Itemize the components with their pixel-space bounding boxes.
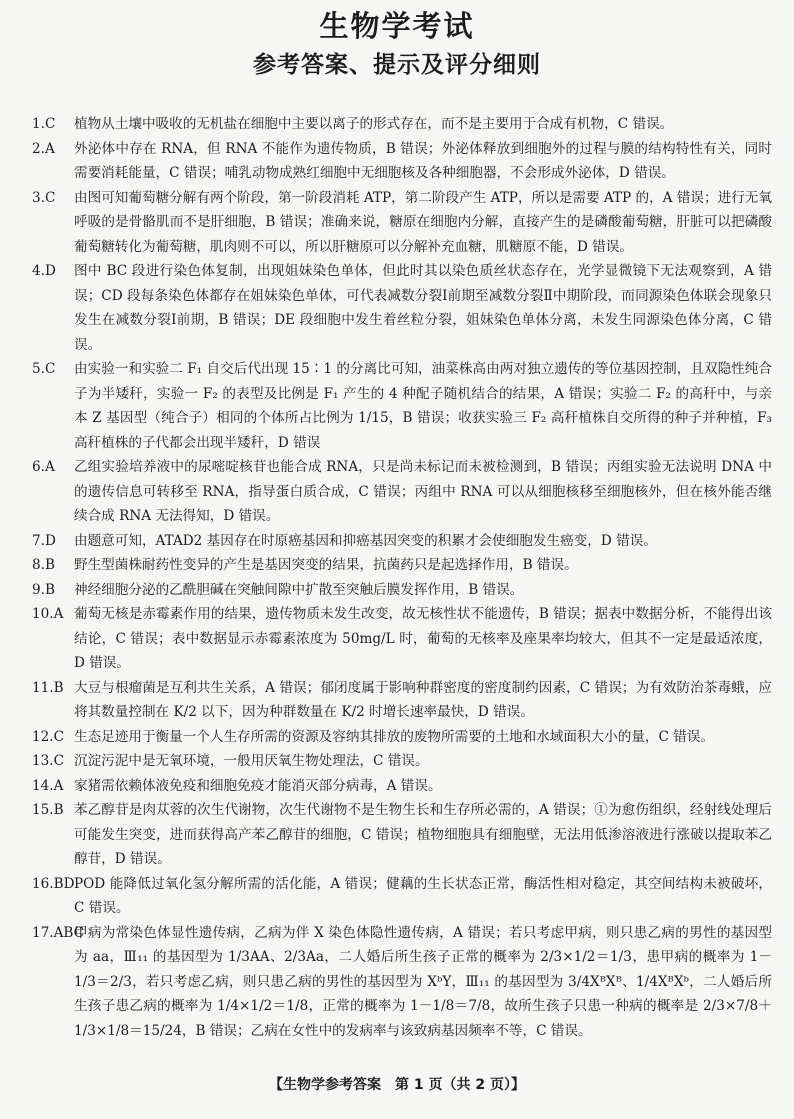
- answer-explanation: 家猪需依赖体液免疫和细胞免疫才能消灭部分病毒，A 错误。: [74, 777, 442, 794]
- page-subtitle: 参考答案、提示及评分细则: [253, 52, 541, 78]
- answer-item-12: [32, 725, 772, 750]
- answer-number: 13.C: [32, 753, 65, 769]
- answer-explanation: 由实验一和实验二 F₁ 自交后代出现 15∶1 的分离比可知，油菜株高由两对独立遗传的等位基因控制，且双隐性纯合子为半矮秆，实验一 F₂ 的表型及比例是 F₁ 产生的 4 种配子随机结合的结果，A 错误；实验二 F₂ 的高秆中，与亲本 Z 基因型（纯合子）相同的个体所占比例为 1/15，B 错误；收获实验三 F₂ 高秆植株自交所得的种子并种植，F₃ 高秆植株的子代都会出现半矮秆，D 错误: [74, 361, 772, 451]
- answer-explanation: POD 能降低过氧化氢分解所需的活化能，A 错误；健藕的生长状态正常，酶活性相对稳定，其空间结构未被破坏，C 错误。: [74, 875, 772, 916]
- answer-explanation: 生态足迹用于衡量一个人生存所需的资源及容纳其排放的废物所需要的土地和水域面积大小的量，C 错误。: [74, 728, 715, 745]
- answer-number: 4.D: [32, 263, 56, 279]
- answer-number: 17.ABC: [32, 924, 85, 941]
- answer-number: 12.C: [32, 728, 65, 745]
- answer-number: 1.C: [32, 116, 56, 132]
- answer-explanation: 大豆与根瘤菌是互利共生关系，A 错误；郁闭度属于影响种群密度的密度制约因素，C 错误；为有效防治茶毒蛾，应将其数量控制在 K/2 以下，因为种群数量在 K/2 时增长速率最快，D 错误。: [74, 679, 772, 720]
- answer-explanation: 葡萄无核是赤霉素作用的结果，遗传物质未发生改变，故无核性状不能遗传，B 错误；据表中数据分析，不能得出该结论，C 错误；表中数据显示赤霉素浓度为 50mg/L 时，葡萄的无核率及座果率均较大，但其不一定是最适浓度，D 错误。: [74, 606, 772, 671]
- answer-number: 16.BD: [32, 875, 75, 892]
- answer-number: 3.C: [32, 189, 56, 206]
- answer-explanation: 植物从土壤中吸收的无机盐在细胞中主要以离子的形式存在，而不是主要用于合成有机物，C 错误。: [74, 116, 674, 132]
- answer-item-14: [32, 774, 772, 799]
- answer-item-5: [32, 357, 772, 455]
- answer-number: 8.B: [32, 557, 55, 573]
- answer-item-3: [32, 186, 772, 260]
- answer-explanation: 野生型菌株耐药性变异的产生是基因突变的结果，抗菌药只是起选择作用，B 错误。: [74, 557, 578, 573]
- answer-item-10: [32, 602, 772, 676]
- answer-item-4: [32, 259, 772, 357]
- answer-explanation: 图中 BC 段进行染色体复制，出现姐妹染色单体，但此时其以染色质丝状态存在，光学显微镜下无法观察到，A 错误；CD 段每条染色体都存在姐妹染色单体，可代表减数分裂Ⅰ前期至减数分裂Ⅱ中期阶段，而同源染色体联会现象只发生在减数分裂Ⅰ前期，B 错误；DE 段细胞中发生着丝粒分裂，姐妹染色单体分离，未发生同源染色体分离，C 错误。: [74, 263, 772, 353]
- answer-number: 2.A: [32, 140, 55, 157]
- answer-number: 14.A: [32, 777, 64, 794]
- answer-explanation: 由图可知葡萄糖分解有两个阶段，第一阶段消耗 ATP，第二阶段产生 ATP，所以是需要 ATP 的，A 错误；进行无氧呼吸的是骨骼肌而不是肝细胞，B 错误；准确来说，糖原在细胞内分解，直接产生的是磷酸葡萄糖，肝脏可以把磷酸葡萄糖转化为葡萄糖，肌肉则不可以，所以肝糖原可以分解补充血糖，肌糖原不能，D 错误。: [74, 189, 772, 255]
- answer-number: 10.A: [32, 606, 64, 622]
- answer-item-8: [32, 553, 772, 578]
- answer-item-9: [32, 578, 772, 603]
- answer-explanation: 乙组实验培养液中的尿嘧啶核苷也能合成 RNA，只是尚未标记而未被检测到，B 错误；丙组实验无法说明 DNA 中的遗传信息可转移至 RNA，指导蛋白质合成，C 错误；丙组中 RNA 可以从细胞核移至细胞核外，但在核外能否继续合成 RNA 无法得知，D 错误。: [74, 459, 772, 524]
- answer-item-6: [32, 455, 772, 529]
- answer-explanation: 沉淀污泥中是无氧环境，一般用厌氧生物处理法，C 错误。: [74, 753, 429, 769]
- answer-explanation: 由题意可知，ATAD2 基因存在时原癌基因和抑癌基因突变的积累才会使细胞发生癌变，D 错误。: [74, 532, 657, 549]
- answer-explanation: 甲病为常染色体显性遗传病，乙病为伴 X 染色体隐性遗传病，A 错误；若只考虑甲病，则只患乙病的男性的基因型为 aa，Ⅲ₁₁ 的基因型为 1/3AA、2/3Aa，二人婚后所生孩子正常的概率为 2/3×1/2＝1/3，患甲病的概率为 1－1/3＝2/3，若只考虑乙病，则只患乙病的男性的基因型为 XᵇY，Ⅲ₁₁ 的基因型为 3/4XᴮXᴮ、1/4XᴮXᵇ，二人婚后所生孩子患乙病的概率为 1/4×1/2＝1/8，正常的概率为 1－1/8＝7/8，故所生孩子只患一种病的概率是 2/3×7/8＋1/3×1/8＝15/24，B 错误；乙病在女性中的发病率与该致病基因频率不等，C 错误。: [74, 924, 772, 1039]
- answer-number: 15.B: [32, 802, 64, 818]
- answer-number: 11.B: [32, 679, 64, 696]
- answer-item-11: [32, 676, 772, 725]
- answer-list: [32, 112, 772, 1043]
- page-footer: 【生物学参考答案 第 1 页（共 2 页）】: [269, 1077, 525, 1093]
- answer-number: 6.A: [32, 459, 55, 475]
- answer-item-2: [32, 137, 772, 186]
- answer-item-7: [32, 529, 772, 554]
- answer-item-15: [32, 798, 772, 872]
- page-title: 生物学考试: [319, 9, 475, 43]
- answer-number: 7.D: [32, 532, 56, 549]
- answer-number: 9.B: [32, 581, 55, 598]
- answer-explanation: 外泌体中存在 RNA，但 RNA 不能作为遗传物质，B 错误；外泌体释放到细胞外的过程与膜的结构特性有关，同时需要消耗能量，C 错误；哺乳动物成熟红细胞中无细胞核及各种细胞器，不会形成外泌体，D 错误。: [74, 140, 772, 181]
- answer-item-1: [32, 112, 772, 137]
- answer-item-13: [32, 749, 772, 774]
- answer-item-17: [32, 921, 772, 1044]
- answer-explanation: 苯乙醇苷是肉苁蓉的次生代谢物，次生代谢物不是生物生长和生存所必需的，A 错误；①为愈伤组织，经射线处理后可能发生突变，进而获得高产苯乙醇苷的细胞，C 错误；植物细胞具有细胞壁，无法用低渗溶液进行涨破以提取苯乙醇苷，D 错误。: [74, 802, 772, 867]
- answer-number: 5.C: [32, 361, 56, 377]
- answer-item-16: [32, 872, 772, 921]
- answer-explanation: 神经细胞分泌的乙酰胆碱在突触间隙中扩散至突触后膜发挥作用，B 错误。: [74, 581, 524, 598]
